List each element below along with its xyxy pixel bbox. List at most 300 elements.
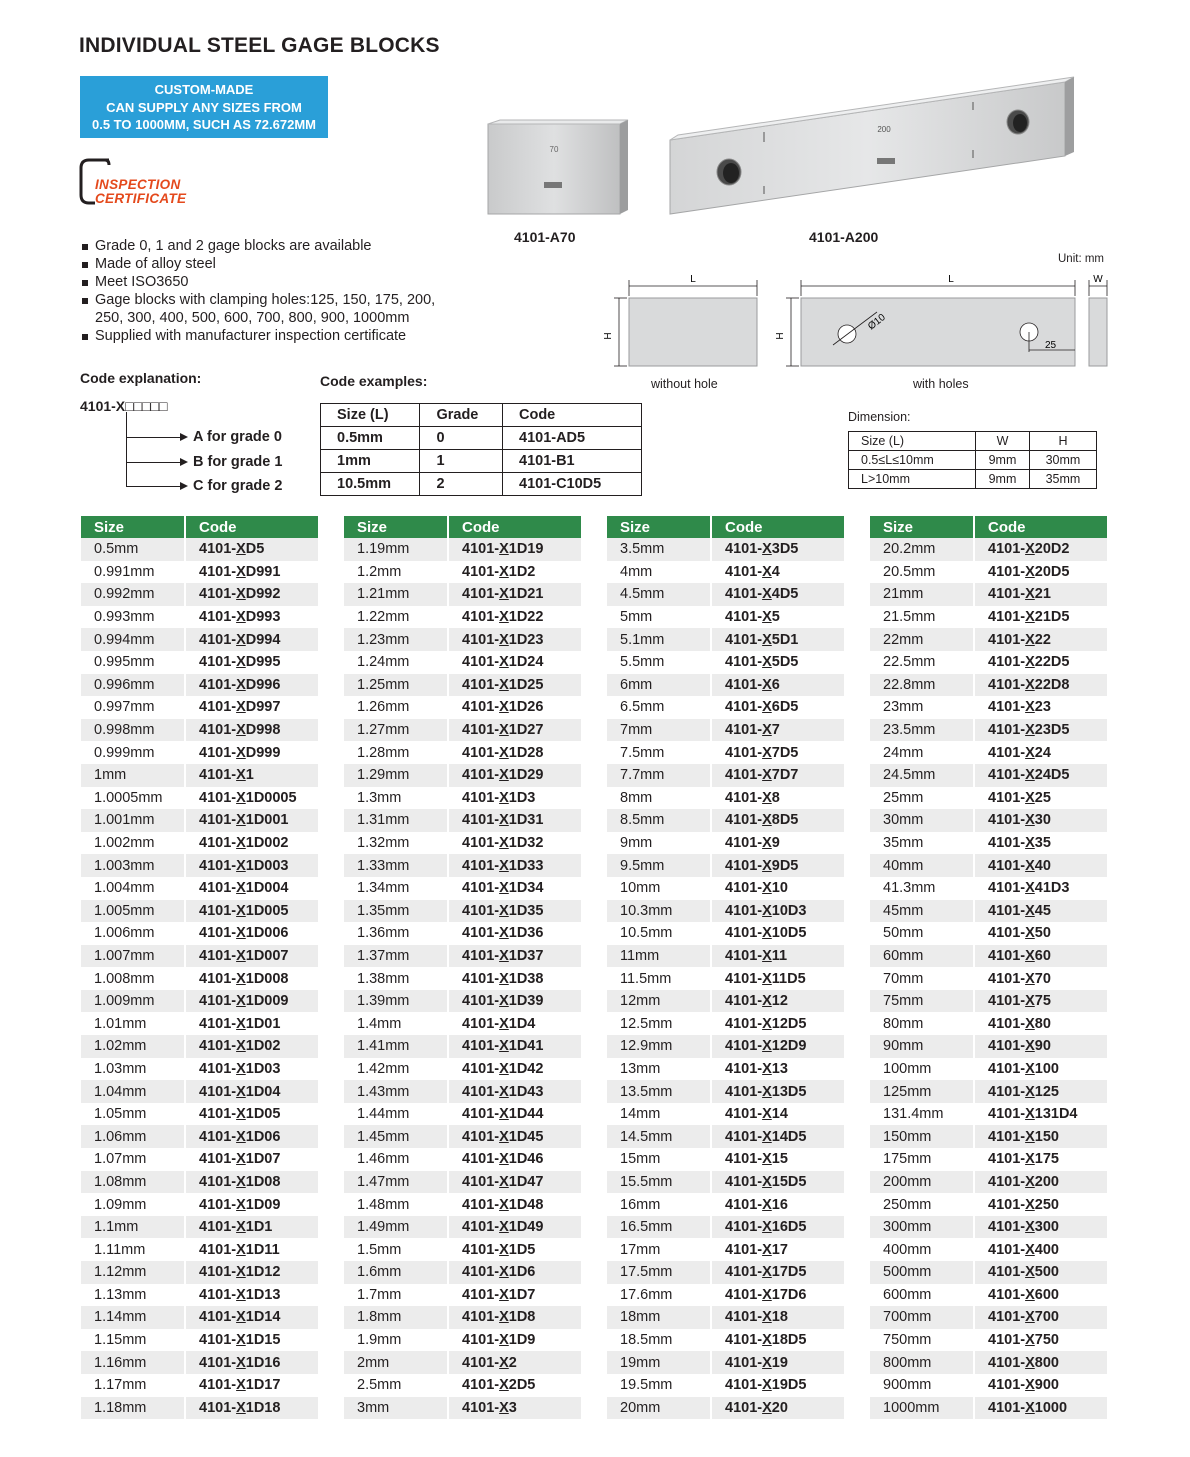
table-row [607,561,844,584]
code-cell: 4101-X1D22 [448,606,581,629]
size-cell: 175mm [870,1148,974,1171]
grade-placeholder: X [1025,835,1035,852]
code-cell: 4101-X1D37 [448,945,581,968]
grade-placeholder: X [762,631,772,648]
size-cell: 1mm [81,764,185,787]
size-cell: 1.4mm [344,1012,448,1035]
code-cell: 4101-X1D7 [448,1284,581,1307]
size-cell: 41.3mm [870,877,974,900]
code-cell: 4101-X1D42 [448,1058,581,1081]
size-cell: 7mm [607,719,711,742]
block-200-photo [670,77,1074,214]
code-cell: 4101-X20 [711,1397,844,1420]
table-row [344,832,581,855]
code-cell: 4101-X1D3 [448,787,581,810]
table-row [81,561,318,584]
table-cell: 0.5mm [321,427,420,450]
code-cell: 4101-X1D25 [448,674,581,697]
code-cell: 4101-X35 [974,832,1107,855]
table-row [870,1261,1107,1284]
code-cell: 4101-X1D34 [448,877,581,900]
code-cell: 4101-X2D5 [448,1374,581,1397]
size-cell: 17.5mm [607,1261,711,1284]
code-cell: 4101-X24D5 [974,764,1107,787]
code-cell: 4101-X60 [974,945,1107,968]
drawing-caption-with-holes: with holes [913,377,969,391]
size-cell: 1.18mm [81,1397,185,1420]
size-cell: 80mm [870,1012,974,1035]
column-header-size: Size [607,516,711,538]
grade-placeholder: X [762,676,772,693]
code-cell: 4101-X7 [711,719,844,742]
size-cell: 19mm [607,1351,711,1374]
dim-l-label: L [948,274,954,285]
code-cell: 4101-X90 [974,1035,1107,1058]
table-row [321,473,642,496]
grade-placeholder: X [236,699,246,716]
dim-h-label: H [603,332,614,340]
table-row [81,583,318,606]
table-row [344,1148,581,1171]
size-cell: 0.993mm [81,606,185,629]
code-cell: 4101-X14D5 [711,1125,844,1148]
column-header-size: Size [870,516,974,538]
table-row [81,1058,318,1081]
grade-placeholder: X [499,654,509,671]
size-cell: 0.992mm [81,583,185,606]
grade-placeholder: X [762,1106,772,1123]
table-row [81,1351,318,1374]
grade-placeholder: X [762,1354,772,1371]
size-cell: 20.5mm [870,561,974,584]
code-cell: 4101-X1D24 [448,651,581,674]
size-cell: 1.9mm [344,1329,448,1352]
table-row [870,967,1107,990]
table-row [849,470,1097,489]
table-row [607,854,844,877]
size-cell: 12.9mm [607,1035,711,1058]
table-row [81,651,318,674]
grade-placeholder: X [236,722,246,739]
code-cell: 4101-X4D5 [711,583,844,606]
table-row [81,719,318,742]
table-row [607,945,844,968]
table-row [81,1171,318,1194]
code-cell: 4101-X1D001 [185,809,318,832]
code-cell: 4101-X1D007 [185,945,318,968]
page-title: INDIVIDUAL STEEL GAGE BLOCKS [79,34,440,57]
table-row [870,606,1107,629]
feature-continuation-text: 250, 300, 400, 500, 600, 700, 800, 900, 1000mm [95,310,410,326]
table-row [607,696,844,719]
grade-placeholder: X [499,676,509,693]
grade-placeholder: X [236,1286,246,1303]
grade-placeholder: X [236,676,246,693]
table-row [607,674,844,697]
grade-placeholder: X [1025,880,1035,897]
table-row [81,1193,318,1216]
column-header-size: Size [344,516,448,538]
table-row [607,1193,844,1216]
grade-placeholder: X [1025,1106,1035,1123]
table-row [870,922,1107,945]
grade-placeholder: X [236,1354,246,1371]
size-cell: 60mm [870,945,974,968]
grade-placeholder: X [499,993,509,1010]
column-header-code: Code [711,516,844,538]
size-cell: 1.44mm [344,1103,448,1126]
size-cell: 700mm [870,1306,974,1329]
table-cell: 4101-AD5 [503,427,642,450]
table-row [344,741,581,764]
code-cell: 4101-XD993 [185,606,318,629]
size-cell: 1.19mm [344,538,448,561]
code-cell: 4101-X25 [974,787,1107,810]
photo-label-a200: 4101-A200 [809,229,879,245]
grade-placeholder: X [762,1399,772,1416]
size-cell: 1.32mm [344,832,448,855]
grade-placeholder: X [762,1264,772,1281]
table-row [870,1058,1107,1081]
grade-placeholder: X [1025,1399,1035,1416]
photo-label-a70: 4101-A70 [514,229,576,245]
size-cell: 1.004mm [81,877,185,900]
table-row [870,674,1107,697]
code-cell: 4101-X1D1 [185,1216,318,1239]
code-cell: 4101-X1D44 [448,1103,581,1126]
table-row [344,945,581,968]
table-row [81,674,318,697]
grade-placeholder: X [1025,1151,1035,1168]
code-cell: 4101-X1D38 [448,967,581,990]
code-cell: 4101-X1D12 [185,1261,318,1284]
table-row [607,538,844,561]
code-cell: 4101-XD999 [185,741,318,764]
grade-placeholder: X [499,1196,509,1213]
table-row [870,1103,1107,1126]
size-cell: 20.2mm [870,538,974,561]
size-cell: 1.7mm [344,1284,448,1307]
table-row [81,606,318,629]
table-row [607,1171,844,1194]
grade-placeholder: X [499,902,509,919]
code-cell: 4101-X3D5 [711,538,844,561]
grade-placeholder: X [762,1173,772,1190]
table-row [870,1374,1107,1397]
table-row [607,1351,844,1374]
size-cell: 5mm [607,606,711,629]
grade-placeholder: X [499,857,509,874]
table-row [607,1284,844,1307]
table-row [607,741,844,764]
code-cell: 4101-X1D005 [185,900,318,923]
size-cell: 1.17mm [81,1374,185,1397]
table-cell: L>10mm [849,470,976,489]
table-row [344,1125,581,1148]
size-cell: 1.35mm [344,900,448,923]
size-cell: 0.991mm [81,561,185,584]
table-row [81,922,318,945]
code-cell: 4101-X1D35 [448,900,581,923]
size-cell: 1.31mm [344,809,448,832]
grade-placeholder: X [499,744,509,761]
grade-placeholder: X [236,654,246,671]
code-cell: 4101-X22D8 [974,674,1107,697]
grade-placeholder: X [1025,993,1035,1010]
size-cell: 1.04mm [81,1080,185,1103]
table-cell: 30mm [1029,451,1096,470]
size-cell: 1.02mm [81,1035,185,1058]
size-cell: 9.5mm [607,854,711,877]
grade-placeholder: X [499,812,509,829]
table-row [344,561,581,584]
table-row [607,1238,844,1261]
size-cell: 1.006mm [81,922,185,945]
grade-placeholder: X [762,722,772,739]
grade-placeholder: X [762,1060,772,1077]
grade-placeholder: X [236,1241,246,1258]
size-cell: 1.06mm [81,1125,185,1148]
grade-placeholder: X [1025,722,1035,739]
size-cell: 1.49mm [344,1216,448,1239]
table-cell: 35mm [1029,470,1096,489]
size-cell: 1.23mm [344,628,448,651]
table-row [870,1238,1107,1261]
code-cell: 4101-X400 [974,1238,1107,1261]
table-row [607,1374,844,1397]
size-cell: 5.1mm [607,628,711,651]
code-cell: 4101-X5D1 [711,628,844,651]
code-cell: 4101-X13 [711,1058,844,1081]
table-cell: 9mm [976,470,1030,489]
code-cell: 4101-X50 [974,922,1107,945]
table-row [607,628,844,651]
code-cell: 4101-XD991 [185,561,318,584]
size-cell: 1.08mm [81,1171,185,1194]
code-cell: 4101-X16D5 [711,1216,844,1239]
grade-placeholder: X [236,1106,246,1123]
code-cell: 4101-X17 [711,1238,844,1261]
table-row [344,674,581,697]
size-cell: 10.5mm [607,922,711,945]
table-row [607,583,844,606]
grade-placeholder: X [1025,1060,1035,1077]
grade-placeholder: X [499,947,509,964]
block-70-marking: 70 [549,145,559,154]
size-cell: 13.5mm [607,1080,711,1103]
table-row [344,1080,581,1103]
table-row [81,1012,318,1035]
table-row [870,1148,1107,1171]
size-cell: 1.47mm [344,1171,448,1194]
table-row [607,1216,844,1239]
size-cell: 15mm [607,1148,711,1171]
size-cell: 1.16mm [81,1351,185,1374]
grade-placeholder: X [499,541,509,558]
grade-placeholder: X [236,541,246,558]
size-cell: 1.46mm [344,1148,448,1171]
size-cell: 200mm [870,1171,974,1194]
table-cell: 1mm [321,450,420,473]
code-cell: 4101-X1D03 [185,1058,318,1081]
table-row [870,719,1107,742]
code-cell: 4101-X6D5 [711,696,844,719]
grade-placeholder: X [762,1196,772,1213]
code-cell: 4101-X1D17 [185,1374,318,1397]
table-row [81,877,318,900]
code-cell: 4101-X10 [711,877,844,900]
table-row [344,900,581,923]
code-cell: 4101-X1 [185,764,318,787]
size-cell: 10mm [607,877,711,900]
grade-placeholder: X [236,1015,246,1032]
table-row [81,1103,318,1126]
size-cell: 6mm [607,674,711,697]
grade-placeholder: X [499,1309,509,1326]
feature-item: Grade 0, 1 and 2 gage blocks are available [80,237,435,255]
table-header-row [81,516,318,538]
table-cell: 4101-B1 [503,450,642,473]
size-cell: 1.37mm [344,945,448,968]
grade-placeholder: X [236,1377,246,1394]
table-row [344,651,581,674]
table-row [607,787,844,810]
table-row [81,1306,318,1329]
size-cell: 1.2mm [344,561,448,584]
table-row [344,1329,581,1352]
arrow-shaft [126,486,180,487]
code-cell: 4101-X30 [974,809,1107,832]
table-row [607,1329,844,1352]
size-cell: 15.5mm [607,1171,711,1194]
grade-placeholder: X [1025,1015,1035,1032]
code-cell: 4101-X1D28 [448,741,581,764]
code-cell: 4101-X75 [974,990,1107,1013]
code-cell: 4101-X19 [711,1351,844,1374]
table-row [607,832,844,855]
code-cell: 4101-X7D7 [711,764,844,787]
grade-placeholder: X [236,1196,246,1213]
table-row [607,967,844,990]
code-cell: 4101-X7D5 [711,741,844,764]
table-row [870,1351,1107,1374]
block-200-marking: 200 [877,125,891,134]
code-cell: 4101-X1D009 [185,990,318,1013]
size-cell: 0.996mm [81,674,185,697]
grade-placeholder: X [1025,1332,1035,1349]
grade-placeholder: X [236,947,246,964]
size-code-table [607,516,844,1419]
table-row [607,1148,844,1171]
table-row [81,809,318,832]
size-cell: 1.15mm [81,1329,185,1352]
size-cell: 1.5mm [344,1238,448,1261]
table-row [870,832,1107,855]
code-cell: 4101-X5 [711,606,844,629]
grade-placeholder: X [762,744,772,761]
code-cell: 4101-X24 [974,741,1107,764]
grade-placeholder: X [499,835,509,852]
size-cell: 125mm [870,1080,974,1103]
table-cell: 4101-C10D5 [503,473,642,496]
hole-diameter-label: Ø10 [866,312,888,333]
code-cell: 4101-X4 [711,561,844,584]
table-row [344,1261,581,1284]
grade-placeholder: X [762,857,772,874]
table-row [870,651,1107,674]
gage-block-photos [480,76,1090,221]
grade-placeholder: X [236,1173,246,1190]
table-row [607,764,844,787]
code-cell: 4101-X12D5 [711,1012,844,1035]
code-cell: 4101-X8D5 [711,809,844,832]
size-cell: 1.07mm [81,1148,185,1171]
size-cell: 1.3mm [344,787,448,810]
code-cell: 4101-X1D18 [185,1397,318,1420]
hole-offset-label: 25 [1045,340,1057,351]
size-cell: 2.5mm [344,1374,448,1397]
table-row [344,538,581,561]
column-header-code: Code [448,516,581,538]
banner-line: CAN SUPPLY ANY SIZES FROM [106,99,302,115]
size-cell: 1.11mm [81,1238,185,1261]
table-cell: 2 [420,473,503,496]
grade-placeholder: X [236,586,246,603]
code-cell: 4101-X1D15 [185,1329,318,1352]
grade-placeholder: X [499,1219,509,1236]
dimension-table [848,431,1097,489]
grade-placeholder: X [762,1015,772,1032]
grade-placeholder: X [1025,654,1035,671]
grade-placeholder: X [762,609,772,626]
grade-placeholder: X [499,1128,509,1145]
grade-placeholder: X [236,744,246,761]
table-row [344,967,581,990]
size-cell: 1.05mm [81,1103,185,1126]
code-cell: 4101-X11 [711,945,844,968]
code-cell: 4101-X200 [974,1171,1107,1194]
code-cell: 4101-X1D5 [448,1238,581,1261]
arrow-shaft [126,437,180,438]
grade-placeholder: X [1025,925,1035,942]
drawing-without-hole [603,274,757,366]
table-row [870,1193,1107,1216]
code-cell: 4101-X1D003 [185,854,318,877]
table-row [81,787,318,810]
code-cell: 4101-X5D5 [711,651,844,674]
column-header-code: Code [185,516,318,538]
grade-placeholder: X [762,789,772,806]
table-row [870,583,1107,606]
unit-label: Unit: mm [1058,253,1104,265]
grade-placeholder: X [762,970,772,987]
size-cell: 25mm [870,787,974,810]
size-cell: 600mm [870,1284,974,1307]
code-cell: 4101-X70 [974,967,1107,990]
code-cell: 4101-X10D5 [711,922,844,945]
code-cell: 4101-X1D11 [185,1238,318,1261]
table-row [870,809,1107,832]
banner-line: 0.5 TO 1000MM, SUCH AS 72.672MM [92,117,316,132]
grade-placeholder: X [1025,676,1035,693]
grade-placeholder: X [762,767,772,784]
table-row [81,990,318,1013]
grade-placeholder: X [762,902,772,919]
code-cell: 4101-X1D26 [448,696,581,719]
table-row [870,538,1107,561]
grade-placeholder: X [1025,1083,1035,1100]
size-cell: 6.5mm [607,696,711,719]
